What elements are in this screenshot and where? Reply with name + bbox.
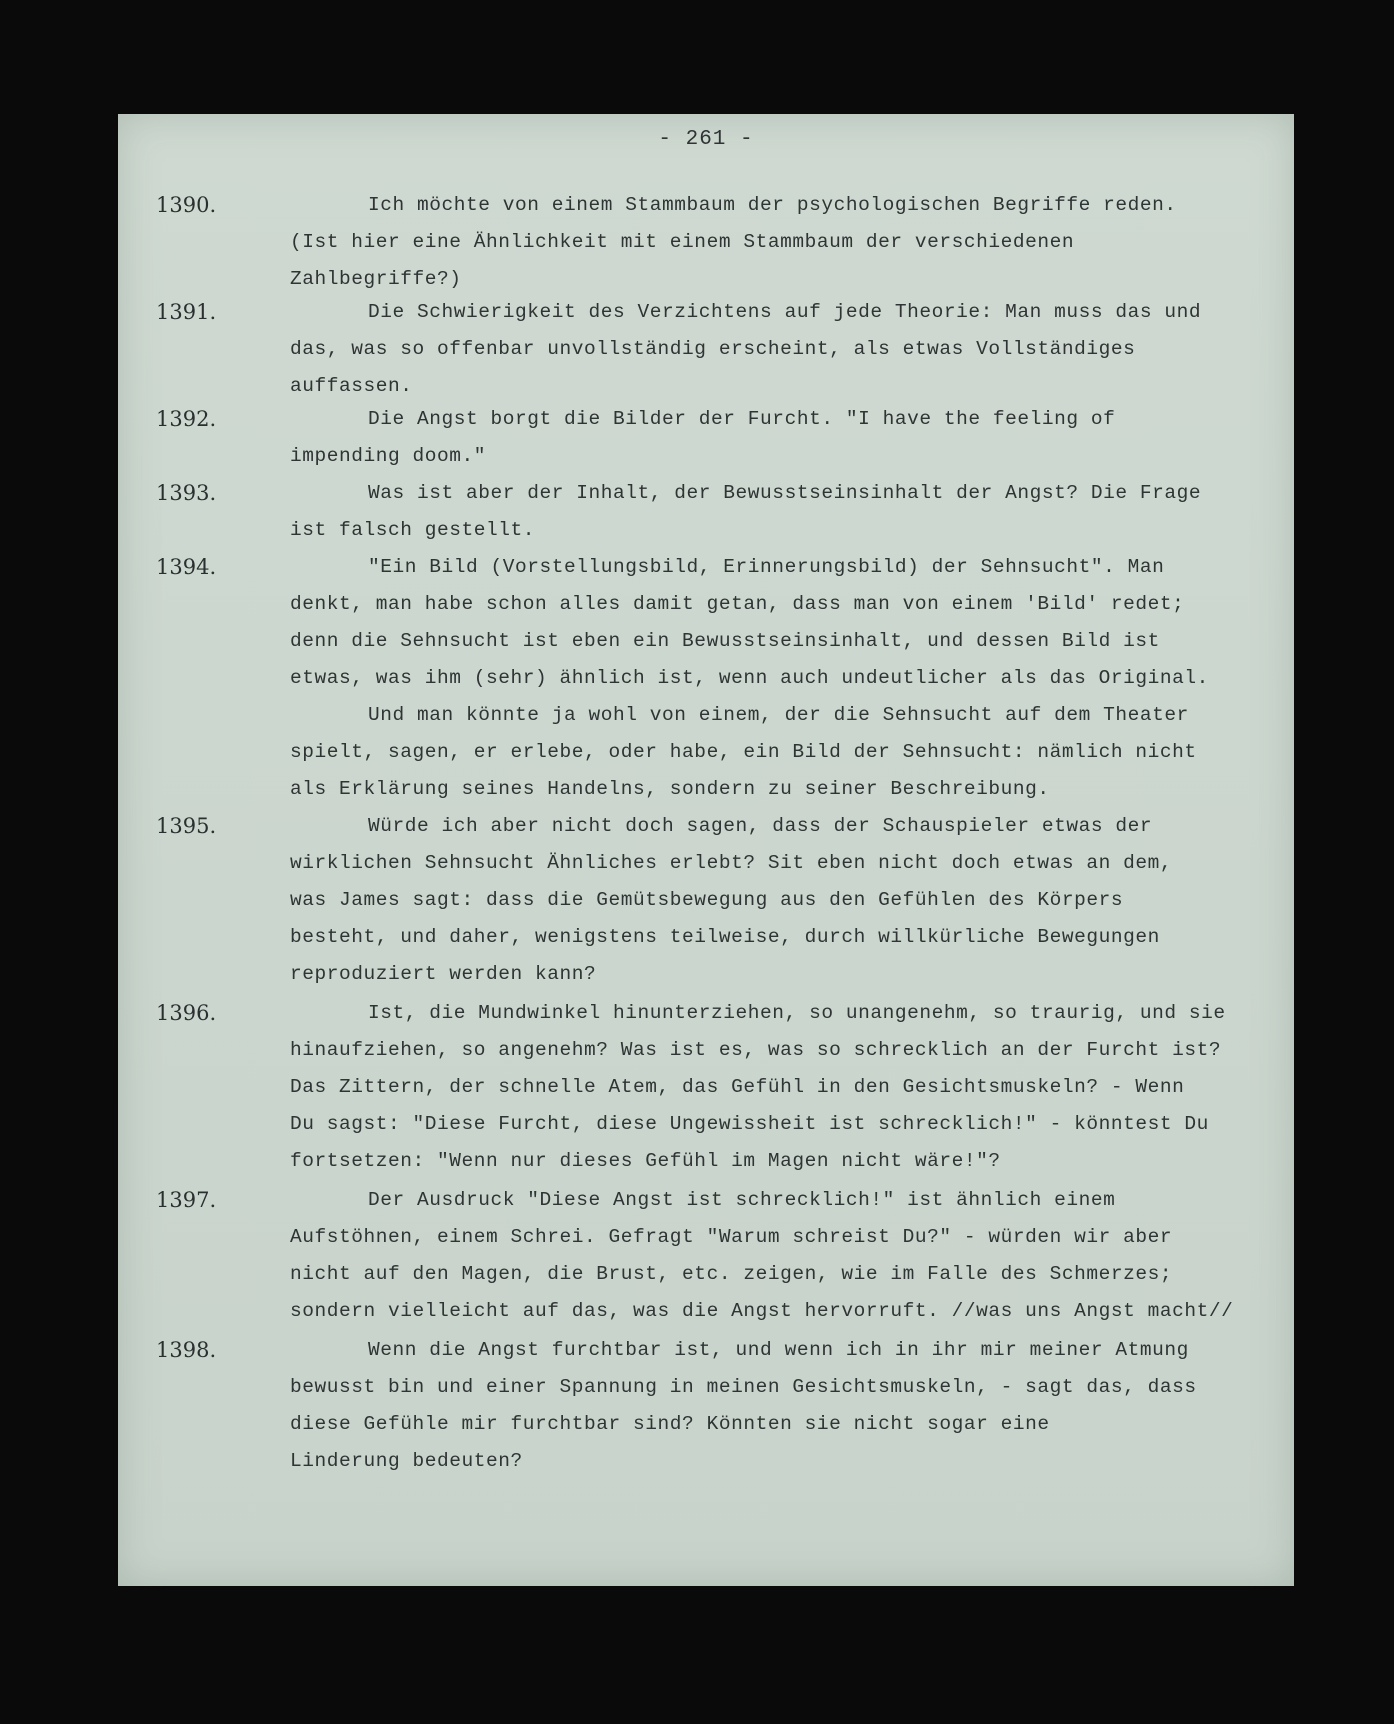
text-line: hinaufziehen, so angenehm? Was ist es, was so schrecklich an der Furcht ist? [290,1039,1222,1061]
text-line: Ich möchte von einem Stammbaum der psychologischen Begriffe reden. [368,194,1177,216]
text-line: besteht, und daher, wenigstens teilweise, durch willkürliche Bewegungen [290,926,1160,948]
text-line: denkt, man habe schon alles damit getan, dass man von einem 'Bild' redet; [290,593,1185,615]
remark-text [290,808,1290,993]
text-line: Der Ausdruck "Diese Angst ist schrecklich!" ist ähnlich einem [368,1189,1116,1211]
text-line: impending doom." [290,445,487,467]
text-line: denn die Sehnsucht ist eben ein Bewusstseinsinhalt, und dessen Bild ist [290,630,1160,652]
remark-number: 1392. [156,407,217,431]
remark-text [290,1332,1290,1480]
remark-number: 1396. [156,1001,217,1025]
text-line: reproduziert werden kann? [290,963,597,985]
text-line: wirklichen Sehnsucht Ähnliches erlebt? Sit eben nicht doch etwas an dem, [290,852,1173,874]
remark-number: 1390. [156,193,217,217]
text-line: bewusst bin und einer Spannung in meinen Gesichtsmuskeln, - sagt das, dass [290,1376,1197,1398]
remark-text [290,1182,1290,1330]
text-line: sondern vielleicht auf das, was die Angst hervorruft. //was uns Angst macht// [290,1300,1234,1322]
text-line: Was ist aber der Inhalt, der Bewusstseinsinhalt der Angst? Die Frage [368,482,1202,504]
text-line: Du sagst: "Diese Furcht, diese Ungewissheit ist schrecklich!" - könntest Du [290,1113,1209,1135]
remark-text [290,475,1290,549]
text-line: "Ein Bild (Vorstellungsbild, Erinnerungsbild) der Sehnsucht". Man [368,556,1165,578]
text-line: Die Schwierigkeit des Verzichtens auf jede Theorie: Man muss das und [368,301,1202,323]
text-line: spielt, sagen, er erlebe, oder habe, ein Bild der Sehnsucht: nämlich nicht [290,741,1197,763]
text-line: Aufstöhnen, einem Schrei. Gefragt "Warum schreist Du?" - würden wir aber [290,1226,1173,1248]
remark-number: 1391. [156,300,217,324]
remark-number: 1393. [156,481,217,505]
remark-text [290,549,1290,808]
text-line: (Ist hier eine Ähnlichkeit mit einem Stammbaum der verschiedenen [290,231,1075,253]
text-line: fortsetzen: "Wenn nur dieses Gefühl im Magen nicht wäre!"? [290,1150,1001,1172]
remark-text [290,294,1290,405]
text-line: Würde ich aber nicht doch sagen, dass der Schauspieler etwas der [368,815,1153,837]
text-line: das, was so offenbar unvollständig erscheint, als etwas Vollständiges [290,338,1136,360]
remark-number: 1395. [156,814,217,838]
text-line: Wenn die Angst furchtbar ist, und wenn ich in ihr mir meiner Atmung [368,1339,1189,1361]
text-line: Ist, die Mundwinkel hinunterziehen, so unangenehm, so traurig, und sie [368,1002,1226,1024]
text-line: diese Gefühle mir furchtbar sind? Könnten sie nicht sogar eine [290,1413,1050,1435]
remark-text [290,187,1290,298]
text-line: Und man könnte ja wohl von einem, der die Sehnsucht auf dem Theater [368,704,1189,726]
text-line: etwas, was ihm (sehr) ähnlich ist, wenn auch undeutlicher als das Original. [290,667,1209,689]
text-line: Das Zittern, der schnelle Atem, das Gefühl in den Gesichtsmuskeln? - Wenn [290,1076,1185,1098]
remark-number: 1394. [156,555,217,579]
text-line: nicht auf den Magen, die Brust, etc. zeigen, wie im Falle des Schmerzes; [290,1263,1173,1285]
remark-number: 1397. [156,1188,217,1212]
text-line: was James sagt: dass die Gemütsbewegung aus den Gefühlen des Körpers [290,889,1124,911]
text-line: Linderung bedeuten? [290,1450,523,1472]
remark-number: 1398. [156,1338,217,1362]
text-line: als Erklärung seines Handelns, sondern zu seiner Beschreibung. [290,778,1050,800]
text-line: Die Angst borgt die Bilder der Furcht. "I have the feeling of [368,408,1116,430]
text-line: ist falsch gestellt. [290,519,536,541]
remark-text [290,995,1290,1180]
text-line: auffassen. [290,375,413,397]
typescript-page [118,114,1294,1586]
remark-text [290,401,1290,475]
page-number: - 261 - [658,128,754,151]
text-line: Zahlbegriffe?) [290,268,462,290]
